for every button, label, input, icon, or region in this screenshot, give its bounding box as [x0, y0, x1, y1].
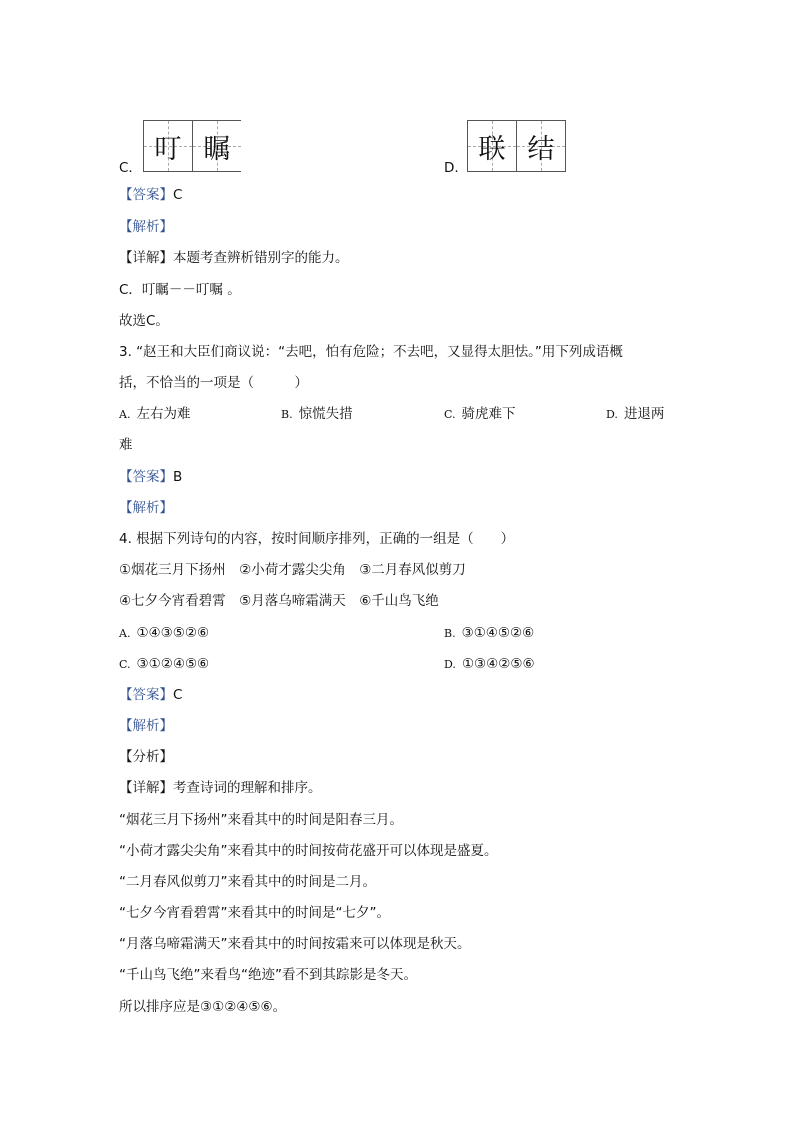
- q2-detail: 【详解】本题考查辨析错别字的能力。: [119, 250, 349, 266]
- char-cell: 瞩: [192, 121, 241, 171]
- q4-option-b: B. ③①④⑤②⑥: [444, 625, 535, 641]
- q2-answer: 【答案】C: [119, 187, 183, 203]
- q3-option-d: D. 进退两: [606, 406, 665, 422]
- q2-correction: C．叮瞩－－叮嘱 。: [119, 282, 241, 298]
- q4-analysis-tag: 【解析】: [119, 718, 173, 734]
- q3-option-d-wrap: 难: [119, 437, 133, 453]
- q4-explanation: “七夕今宵看碧霄”来看其中的时间是“七夕”。: [119, 905, 390, 921]
- q4-explanation: “烟花三月下扬州”来看其中的时间是阳春三月。: [119, 812, 403, 828]
- char-cell: 联: [467, 121, 516, 171]
- q4-stem: 4. 根据下列诗句的内容，按时间顺序排列，正确的一组是（ ）: [119, 531, 515, 547]
- q4-explanation: “小荷才露尖尖角”来看其中的时间按荷花盛开可以体现是盛夏。: [119, 843, 498, 859]
- char-cell: 结: [516, 121, 566, 171]
- q2-conclusion: 故选C。: [119, 313, 169, 329]
- q4-explanation: “月落乌啼霜满天”来看其中的时间按霜来可以体现是秋天。: [119, 936, 471, 952]
- q4-explanation: “二月春风似剪刀”来看其中的时间是二月。: [119, 874, 376, 890]
- q4-verses-line1: ①烟花三月下扬州 ②小荷才露尖尖角 ③二月春风似剪刀: [119, 562, 466, 578]
- char-cell: 叮: [143, 121, 192, 171]
- q2-analysis-tag: 【解析】: [119, 219, 173, 235]
- q4-detail: 【详解】考查诗词的理解和排序。: [119, 780, 322, 796]
- q4-verses-line2: ④七夕今宵看碧霄 ⑤月落乌啼霜满天 ⑥千山鸟飞绝: [119, 593, 439, 609]
- option-d-label: D.: [444, 160, 459, 176]
- q3-analysis-tag: 【解析】: [119, 500, 173, 516]
- option-c-char-grid: [143, 120, 241, 172]
- q3-stem-line2: 括，不恰当的一项是（ ）: [119, 375, 308, 391]
- q3-stem-line1: 3. “赵王和大臣们商议说：“去吧，怕有危险；不去吧，又显得太胆怯。”用下列成语概: [119, 344, 623, 360]
- q4-fenxi-tag: 【分析】: [119, 749, 173, 765]
- q4-option-d: D. ①③④②⑤⑥: [444, 656, 535, 672]
- option-c-label: C.: [119, 160, 133, 176]
- q3-option-b: B. 惊慌失措: [281, 406, 353, 422]
- q4-answer: 【答案】C: [119, 687, 183, 703]
- q3-option-c: C. 骑虎难下: [444, 406, 516, 422]
- q4-explanation: “千山鸟飞绝”来看鸟“绝迹”看不到其踪影是冬天。: [119, 967, 417, 983]
- q4-option-a: A. ①④③⑤②⑥: [119, 625, 210, 641]
- q3-option-a: A. 左右为难: [119, 406, 191, 422]
- q4-option-c: C. ③①②④⑤⑥: [119, 656, 210, 672]
- q4-conclusion: 所以排序应是③①②④⑤⑥。: [119, 999, 287, 1015]
- option-d-char-grid: [467, 120, 566, 172]
- q3-answer: 【答案】B: [119, 469, 183, 485]
